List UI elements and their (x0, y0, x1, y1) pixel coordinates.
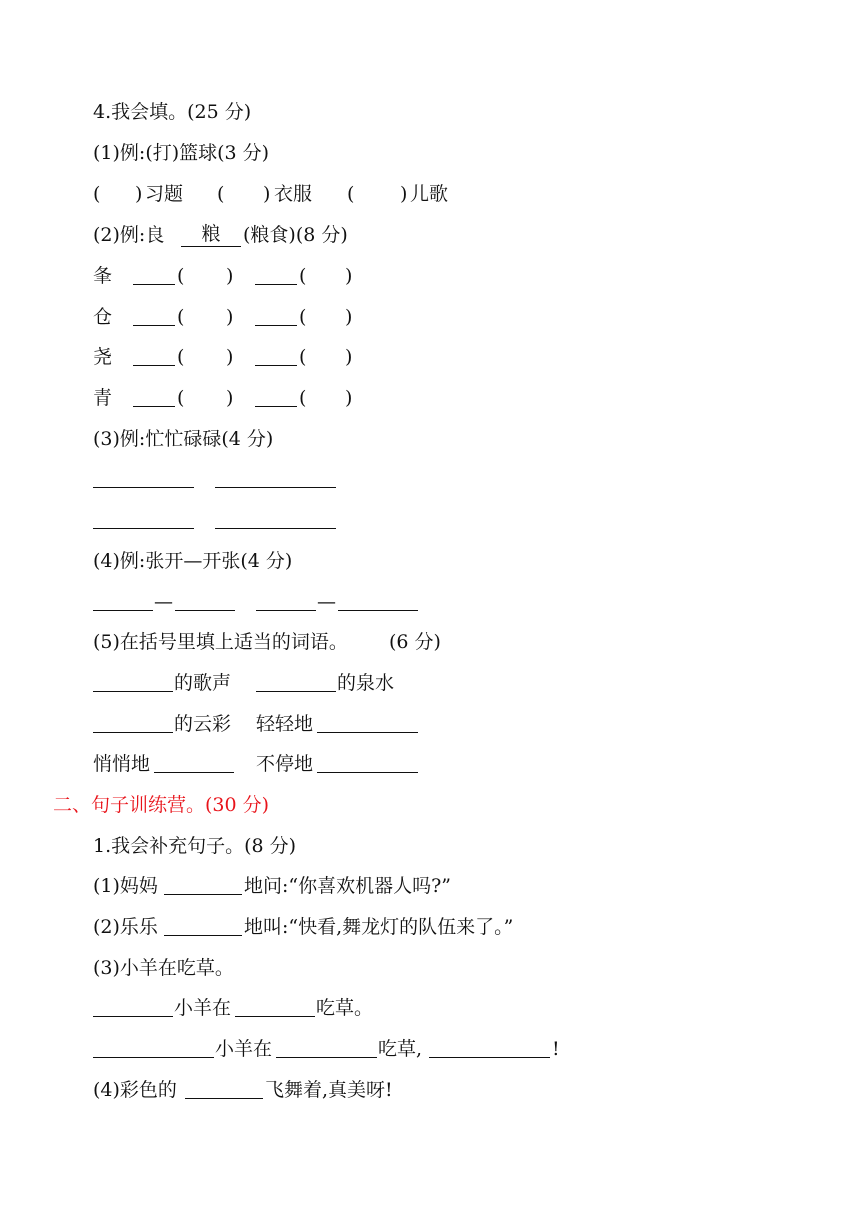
q2-row: 仓 ( ) ( ) (93, 306, 353, 328)
q1-example: (1)例:(打)篮球(3 分) (93, 142, 270, 164)
q3-example: (3)例:忙忙碌碌(4 分) (93, 428, 274, 450)
section-4-title: 4.我会填。(25 分) (93, 101, 252, 123)
q5-row (93, 751, 433, 777)
answer-blank[interactable] (133, 344, 175, 366)
q1-item: 儿歌 (410, 183, 449, 205)
answer-blank[interactable] (93, 589, 153, 611)
q2-row: 尧 ( ) ( ) (93, 346, 353, 368)
q5-title: (5)在括号里填上适当的词语。 (93, 631, 348, 653)
answer-blank[interactable] (215, 507, 336, 529)
answer-blank[interactable] (164, 873, 242, 895)
q5-item: 不停地 (256, 753, 314, 775)
answer-blank[interactable] (276, 1036, 377, 1058)
answer-blank[interactable] (429, 1036, 550, 1058)
q4-example: (4)例:张开—开张(4 分) (93, 550, 293, 572)
q1-items-row: ( ) 习题 ( ) 衣服 ( ) 儿歌 (93, 183, 449, 205)
q2-char: 青 (93, 387, 113, 409)
q1-item: 衣服 (274, 183, 313, 205)
answer-blank[interactable] (133, 263, 175, 285)
answer-blank[interactable] (338, 589, 418, 611)
q5-item: 轻轻地 (256, 713, 314, 735)
sentence-2: (2)乐乐 地叫:“快看,舞龙灯的队伍来了。” (93, 916, 514, 938)
answer-blank[interactable] (154, 751, 234, 773)
section-2-q1-title: 1.我会补充句子。(8 分) (93, 835, 297, 857)
q4-blank-row (93, 589, 433, 615)
answer-blank[interactable] (317, 751, 418, 773)
answer-blank[interactable] (256, 670, 336, 692)
q2-example-answer: 粮 (181, 222, 241, 247)
answer-blank[interactable] (93, 1036, 214, 1058)
answer-blank[interactable] (255, 304, 297, 326)
dash: — (317, 591, 336, 613)
answer-blank[interactable] (133, 385, 175, 407)
q3-blank-row (93, 507, 353, 533)
q2-char: 仓 (93, 306, 113, 328)
sentence-3b: 小羊在 吃草, ! (93, 1036, 573, 1062)
q1-item: 习题 (145, 183, 184, 205)
answer-blank[interactable] (235, 995, 315, 1017)
q5-item: 的云彩 (174, 713, 232, 735)
answer-blank[interactable] (164, 914, 242, 936)
answer-blank[interactable] (256, 589, 316, 611)
q2-row: 青 ( ) ( ) (93, 387, 353, 409)
q2-char: 尧 (93, 346, 113, 368)
answer-blank[interactable] (93, 507, 194, 529)
answer-blank[interactable] (93, 711, 173, 733)
q5-row (93, 670, 433, 696)
q5-item: 的歌声 (174, 672, 232, 694)
answer-blank[interactable] (175, 589, 235, 611)
sentence-1: (1)妈妈 地问:“你喜欢机器人吗?” (93, 875, 452, 897)
sentence-3a: 小羊在 吃草。 (93, 995, 413, 1021)
section-2-title: 二、句子训练营。(30 分) (53, 794, 270, 816)
q5-item: 的泉水 (337, 672, 395, 694)
sentence-3: (3)小羊在吃草。 (93, 957, 234, 979)
answer-blank[interactable] (133, 304, 175, 326)
q3-blank-row (93, 466, 353, 492)
answer-blank[interactable] (93, 466, 194, 488)
answer-blank[interactable] (255, 263, 297, 285)
answer-blank[interactable] (255, 344, 297, 366)
answer-blank[interactable] (255, 385, 297, 407)
q2-char: 夆 (93, 265, 113, 287)
q2-row: 夆 ( ) ( ) (93, 265, 353, 287)
dash: — (154, 591, 173, 613)
q5-title-row (93, 629, 453, 655)
answer-blank[interactable] (215, 466, 336, 488)
q5-item: 悄悄地 (93, 753, 151, 775)
q5-row (93, 711, 433, 737)
answer-blank[interactable] (93, 995, 173, 1017)
answer-blank[interactable] (185, 1077, 263, 1099)
answer-blank[interactable] (93, 670, 173, 692)
answer-blank[interactable] (317, 711, 418, 733)
q5-score: (6 分) (389, 631, 441, 653)
q2-example: (2)例:良 粮 (粮食)(8 分) (93, 223, 348, 246)
sentence-4: (4)彩色的 飞舞着,真美呀! (93, 1079, 393, 1101)
